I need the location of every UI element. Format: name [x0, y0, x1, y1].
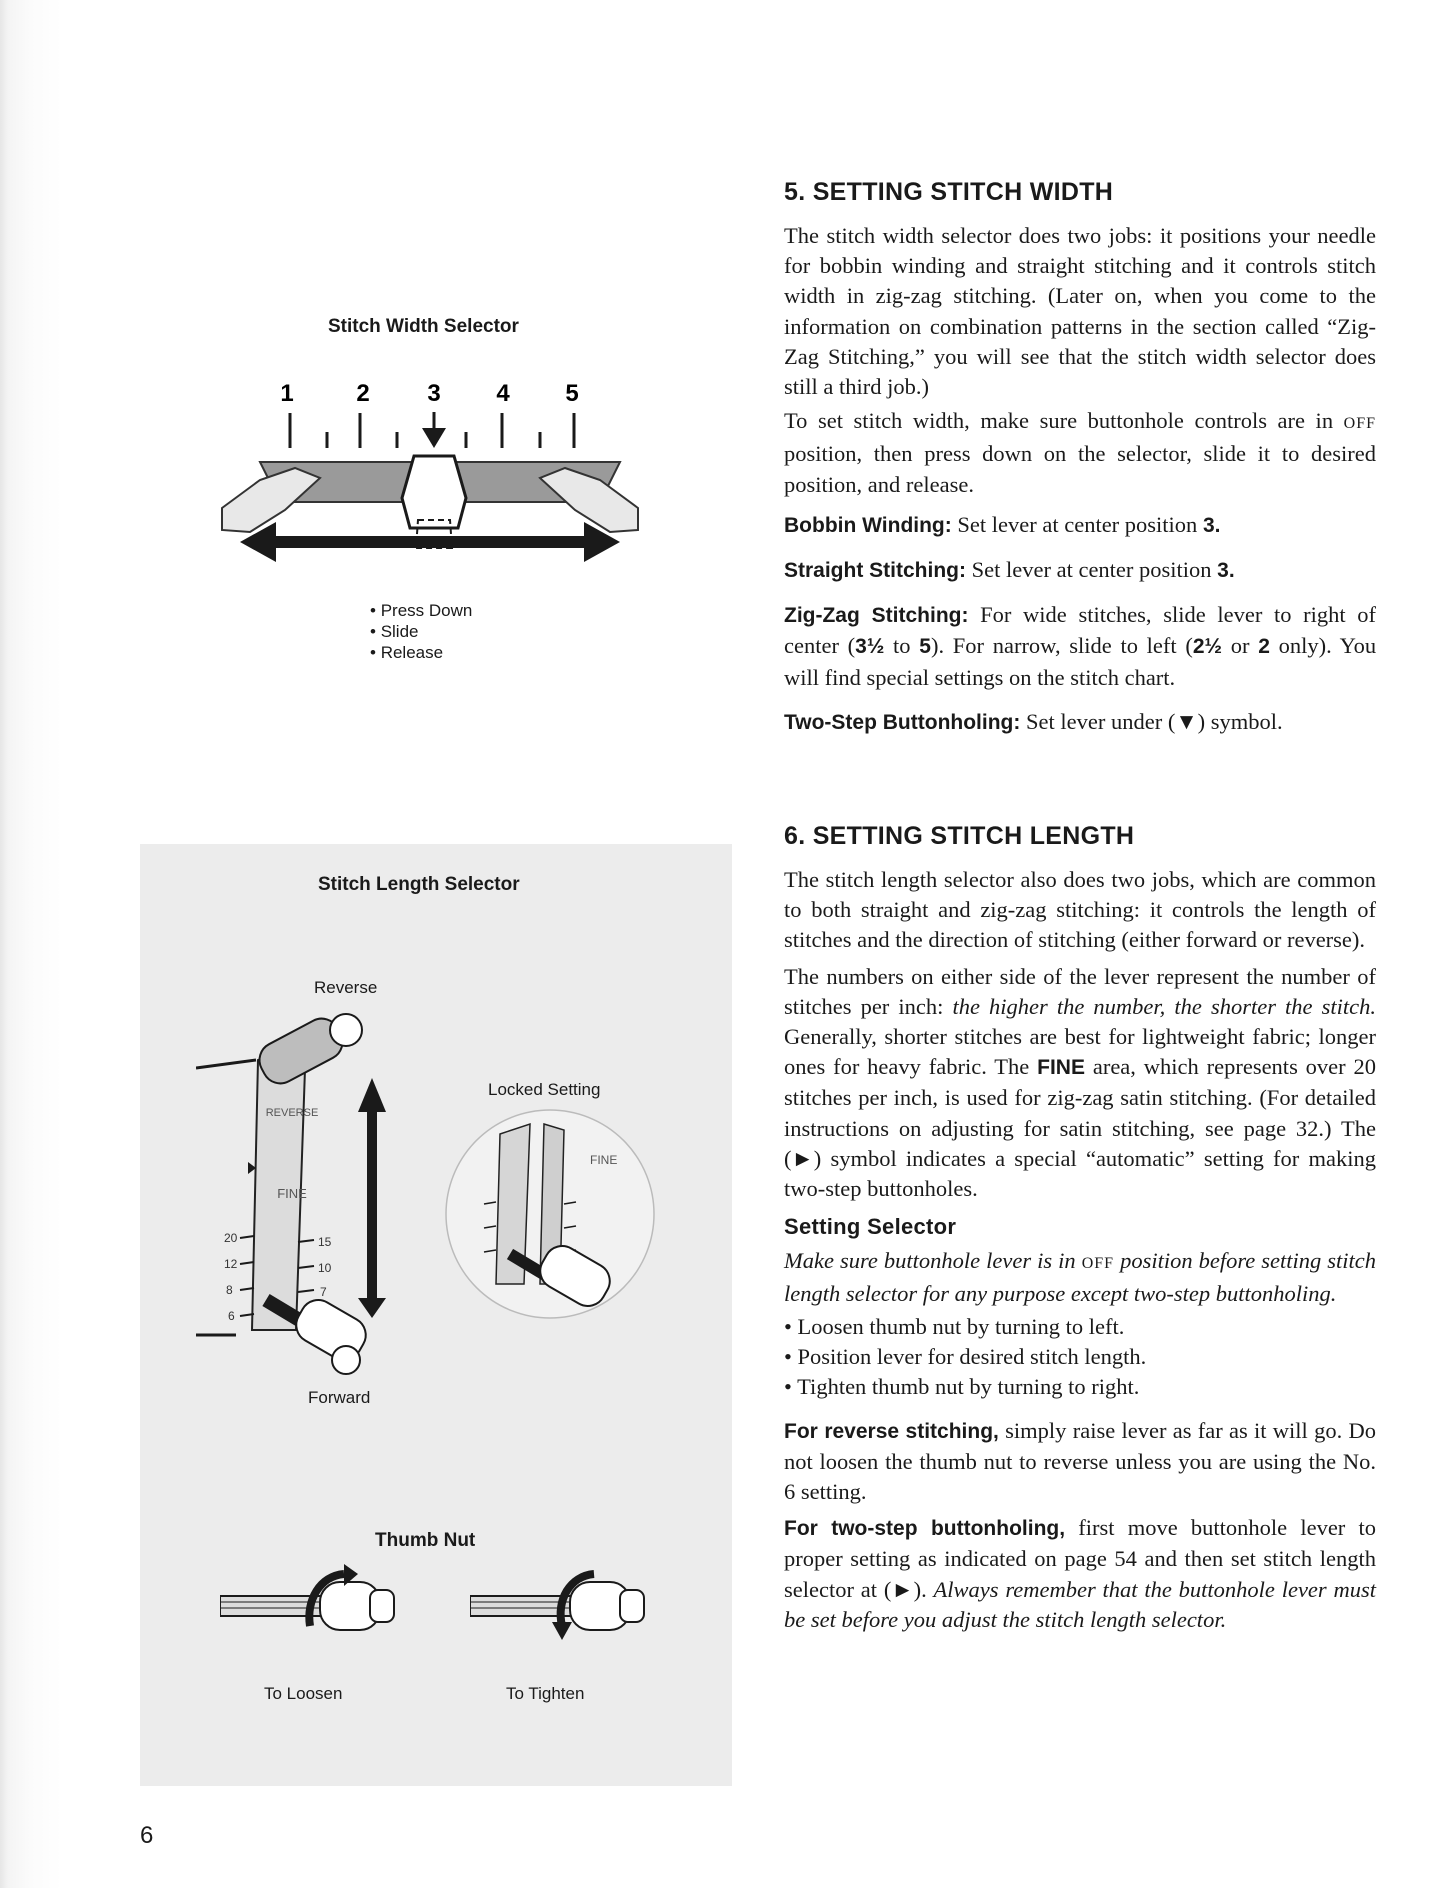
two-step-buttonholing-label: Two-Step Buttonholing: [784, 710, 1021, 734]
scale-number-4: 4 [496, 380, 510, 407]
two-step-buttonholing-para: Two-Step Buttonholing: Set lever under (▼) symbol. [784, 708, 1283, 734]
off-term: OFF [1343, 415, 1377, 433]
inset-fine-text: FINE [590, 1153, 618, 1167]
thumb-nut-title: Thumb Nut [375, 1530, 476, 1551]
scale-number-5: 5 [565, 380, 579, 407]
locked-setting-illustration [440, 1104, 660, 1324]
fine-term: FINE [1037, 1056, 1085, 1080]
scale-number-1: 1 [280, 380, 294, 407]
to-tighten-label: To Tighten [506, 1684, 585, 1703]
length-selector-title: Stitch Length Selector [318, 874, 520, 895]
dial-reverse-text: REVERSE [265, 1107, 319, 1119]
scale-number-3: 3 [427, 380, 441, 407]
width-selector-title: Stitch Width Selector [328, 316, 519, 337]
dial-fine-text: FINE [277, 1186, 307, 1201]
section-6-para-1: The stitch length selector also does two jobs, which are common to both straight and zig-zag stitching: it controls the length of stitches and the direction of stitching (either forward or reverse). [784, 867, 1376, 953]
section-6 [784, 822, 1376, 1635]
thumb-nut-loosen-illustration [220, 1560, 410, 1650]
right-scale-10: 10 [318, 1261, 332, 1275]
forward-label: Forward [308, 1388, 371, 1407]
scan-edge [0, 0, 62, 1888]
section-5-heading: 5. SETTING STITCH WIDTH [784, 178, 1114, 206]
step-item: • Release [370, 643, 444, 662]
left-scale-20: 20 [224, 1231, 238, 1245]
section-5-para-1: The stitch width selector does two jobs: it positions your needle for bobbin winding and straight stitching and it controls stitch width in zig-zag stitching. (Later on, when you come to the information on combination patterns in the section called “Zig-Zag Stitching,” you will see that the stitch width selector does still a third job.) [784, 223, 1376, 400]
left-scale-6: 6 [228, 1309, 235, 1323]
page-number: 6 [140, 1822, 154, 1849]
width-selector-illustration [200, 370, 660, 580]
right-scale-15: 15 [318, 1235, 332, 1249]
two-step-buttonholing-label-2: For two-step buttonholing, [784, 1517, 1066, 1541]
step-item: • Slide [370, 622, 419, 641]
left-scale-12: 12 [224, 1257, 238, 1271]
list-item: • Tighten thumb nut by turning to right. [784, 1372, 1376, 1402]
list-item: • Position lever for desired stitch length. [784, 1342, 1376, 1372]
straight-stitching-para: Straight Stitching: Set lever at center position 3. [784, 557, 1235, 583]
step-item: • Press Down [370, 601, 473, 620]
list-item: • Loosen thumb nut by turning to left. [784, 1312, 1376, 1342]
setting-selector-note: Make sure buttonhole lever is in OFF position before setting stitch length selector for any purpose except two-step buttonholing. [784, 1248, 1376, 1307]
section-5 [784, 178, 1376, 738]
section-6-heading: 6. SETTING STITCH LENGTH [784, 822, 1135, 850]
zigzag-stitching-label: Zig-Zag Stitching: [784, 604, 969, 628]
zigzag-stitching-para: Zig-Zag Stitching: For wide stitches, slide lever to right of center (3½ to 5). For narrow, slide to left (2½ or 2 only). You will find special settings on the stitch chart. [784, 602, 1377, 690]
to-loosen-label: To Loosen [264, 1684, 343, 1703]
thumb-nut-tighten-illustration [470, 1560, 660, 1650]
two-step-buttonholing-para-2: For two-step buttonholing, first move buttonhole lever to proper setting as indicated on page 54 and then set stitch length selector at (►). Always remember that the buttonhole lever must be set before you adjust the stitch length selector. [784, 1515, 1376, 1632]
bobbin-winding-para: Bobbin Winding: Set lever at center position 3. [784, 511, 1221, 537]
left-scale-8: 8 [226, 1283, 233, 1297]
right-scale-7: 7 [320, 1285, 327, 1299]
setting-selector-heading: Setting Selector [784, 1214, 957, 1240]
section-6-para-2: The numbers on either side of the lever represent the number of stitches per inch: the higher the number, the shorter the stitch. Generally, shorter stitches are best for lightweight fabric; longer ones for heavy fabric. The FINE area, which represents over 20 stitches per inch, is used for zig-zag satin stitching. (For detailed instructions on adjusting for satin stitching, see page 32.) The (►) symbol indicates a special “automatic” setting for making two-step buttonholes. [784, 963, 1377, 1202]
width-steps-list [370, 600, 472, 663]
section-5-para-2: To set stitch width, make sure buttonhole controls are in OFF position, then press down on the selector, slide it to desired position, and release. [784, 408, 1377, 497]
scale-number-2: 2 [356, 380, 370, 407]
reverse-stitching-label: For reverse stitching, [784, 1419, 999, 1443]
reverse-label: Reverse [314, 978, 378, 997]
locked-setting-label: Locked Setting [488, 1080, 601, 1099]
reverse-stitching-para: For reverse stitching, simply raise lever as far as it will go. Do not loosen the thumb nut to reverse unless you are using the No. 6 setting. [784, 1417, 1376, 1505]
setting-steps-list [784, 1312, 1376, 1402]
straight-stitching-label: Straight Stitching: [784, 559, 966, 583]
bobbin-winding-label: Bobbin Winding: [784, 513, 952, 537]
